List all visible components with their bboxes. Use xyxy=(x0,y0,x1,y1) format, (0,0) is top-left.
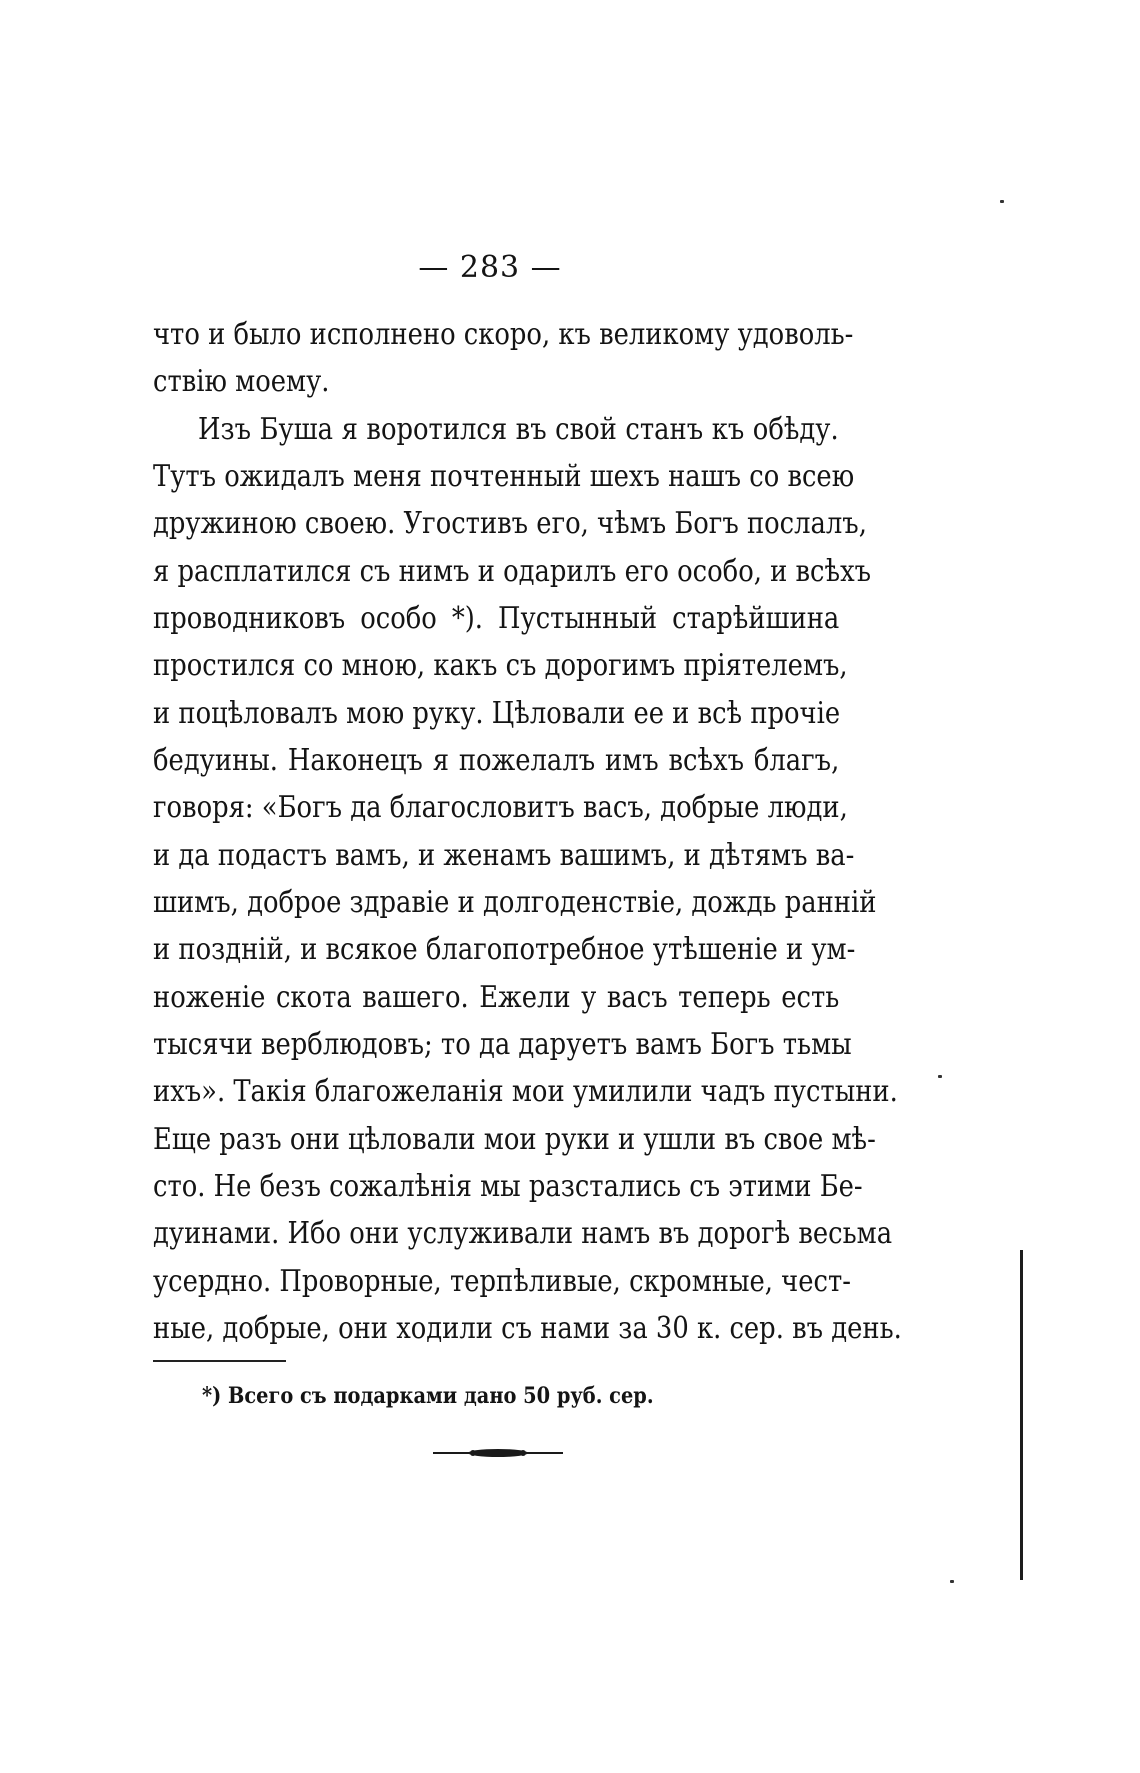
footnote-rule xyxy=(153,1360,286,1362)
text-line: ихъ». Такія благожеланія мои умилили чадъ пустыни. xyxy=(153,1074,898,1109)
text-line: Еще разъ они цѣловали мои руки и ушли въ свое мѣ- xyxy=(153,1122,876,1157)
text-line: проводниковъ особо *). Пустынный старѣйшина xyxy=(153,601,840,636)
text-line: я расплатился съ нимъ и одарилъ его особо, и всѣхъ xyxy=(153,554,872,589)
scan-speck xyxy=(950,1580,954,1583)
text-line: ствію моему. xyxy=(153,364,330,399)
footnote: *) Всего съ подарками дано 50 руб. сер. xyxy=(202,1383,654,1409)
text-line: и да подастъ вамъ, и женамъ вашимъ, и дѣтямъ ва- xyxy=(153,838,855,873)
text-line: и поздній, и всякое благопотребное утѣшеніе и ум- xyxy=(153,932,856,967)
page-number: — 283 — xyxy=(418,250,562,285)
text-line: усердно. Проворные, терпѣливые, скромные, чест- xyxy=(153,1264,851,1299)
text-line: Тутъ ожидалъ меня почтенный шехъ нашъ со всею xyxy=(153,459,855,494)
text-line: и поцѣловалъ мою руку. Цѣловали ее и всѣ прочіе xyxy=(153,696,841,731)
text-line: простился со мною, какъ съ дорогимъ пріятелемъ, xyxy=(153,648,848,683)
scan-speck xyxy=(1000,200,1004,203)
ornament-divider xyxy=(433,1447,563,1459)
scan-speck xyxy=(938,1075,942,1078)
text-line: ноженіе скота вашего. Ежели у васъ теперь есть xyxy=(153,980,840,1015)
text-line: тысячи верблюдовъ; то да даруетъ вамъ Богъ тьмы xyxy=(153,1027,852,1062)
text-line: бедуины. Наконецъ я пожелалъ имъ всѣхъ благъ, xyxy=(153,743,840,778)
text-line: Изъ Буша я воротился въ свой станъ къ обѣду. xyxy=(198,412,839,447)
text-line: ные, добрые, они ходили съ нами за 30 к. сер. въ день. xyxy=(153,1311,902,1346)
text-line: дуинами. Ибо они услуживали намъ въ дорогѣ весьма xyxy=(153,1216,893,1251)
text-line: сто. Не безъ сожалѣнія мы разстались съ этими Бе- xyxy=(153,1169,863,1204)
text-line: говоря: «Богъ да благословитъ васъ, добрые люди, xyxy=(153,790,848,825)
text-line: дружиною своею. Угостивъ его, чѣмъ Богъ послалъ, xyxy=(153,506,867,541)
page-edge-mark xyxy=(1020,1250,1023,1580)
text-line: что и было исполнено скоро, къ великому удоволь- xyxy=(153,317,854,352)
text-line: шимъ, доброе здравіе и долгоденствіе, дождь ранній xyxy=(153,885,877,920)
